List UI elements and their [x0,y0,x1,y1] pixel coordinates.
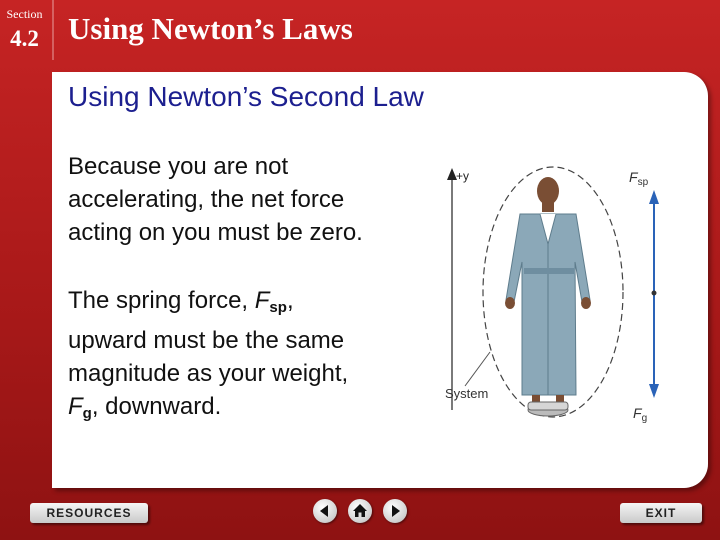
force-up-subscript: sp [637,177,649,188]
resources-button[interactable]: RESOURCES [30,503,148,523]
header-divider [52,0,54,60]
force-down-variable: F [633,405,642,421]
chapter-title: Using Newton’s Laws [68,11,353,46]
force-subscript: g [82,405,92,422]
section-number: 4.2 [10,26,39,51]
text-run: The spring force, [68,287,255,314]
exit-button[interactable]: EXIT [620,503,702,523]
paragraph-line: Because you are not [68,153,289,180]
paragraph-spring-force [68,284,348,430]
paragraph-line: acting on you must be zero. [68,219,363,246]
force-up-label [629,169,649,188]
back-arrow-icon[interactable] [313,499,337,523]
force-variable: F [68,393,83,420]
section-tag [0,0,49,58]
paragraph-line: accelerating, the net force [68,186,345,213]
system-pointer-line [465,352,490,386]
slide-title: Using Newton’s Second Law [68,81,424,112]
paragraph-line [68,390,348,430]
force-arrows [649,190,659,398]
text-run: , [286,287,294,314]
text-run: , downward. [91,393,222,420]
home-icon[interactable] [348,499,372,523]
force-subscript: sp [269,299,287,316]
force-variable: F [254,287,270,314]
paragraph-line: upward must be the same [68,327,345,354]
paragraph-line: magnitude as your weight, [68,360,349,387]
free-body-diagram [430,160,670,430]
bathroom-scale [528,402,568,416]
y-axis [447,168,457,410]
force-up-variable: F [629,169,638,185]
force-down-label [633,405,647,424]
y-axis-label: +y [456,169,470,183]
person-illustration [505,177,591,403]
section-label: Section [6,7,43,21]
forward-arrow-icon[interactable] [383,499,407,523]
paragraph-line [68,284,348,324]
paragraph-net-force [68,150,363,249]
force-down-subscript: g [641,413,648,424]
system-label: System [445,386,489,401]
